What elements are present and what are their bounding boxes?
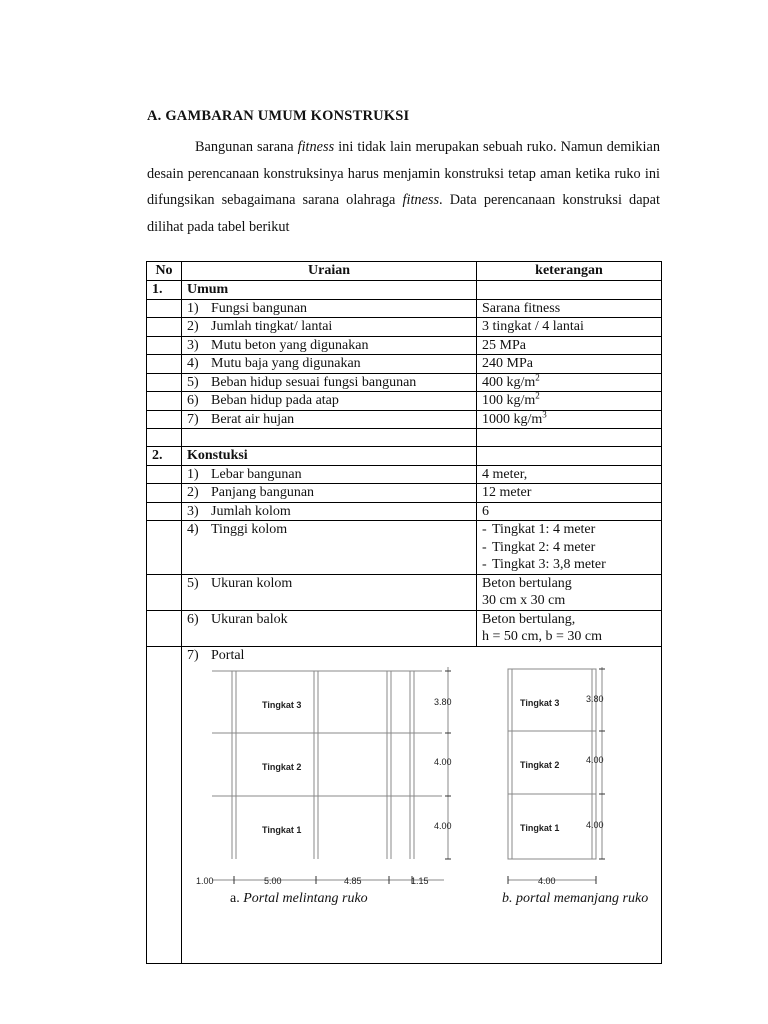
caption-memanjang: b. portal memanjang ruko <box>502 890 649 906</box>
portal-figure-cell: 7) Portal Tingkat 3 Tingkat 2 Tingkat 1 3.80 4.00 4.00 1.00 5.00 4.85 1.15 Tingkat 3 Tingkat 2 Tingkat 1 3.80 4.00 4.00 4.00 a. Portal melintang ruko b. portal memanjang ruko <box>182 646 662 963</box>
melintang-span-3: 4.85 <box>344 875 362 886</box>
item-number: 6) <box>187 393 199 408</box>
tinggi-kolom-label: Tinggi kolom <box>211 522 288 537</box>
item-value: 240 MPa <box>482 356 533 371</box>
item-number: 1) <box>187 466 199 482</box>
item-number: 7) <box>187 411 199 427</box>
table-row <box>147 336 662 355</box>
table-row: 6) Ukuran balok Beton bertulang, h = 50 cm, b = 30 cm <box>147 610 662 646</box>
item-value: 25 MPa <box>482 337 526 353</box>
spacer-row <box>147 429 662 447</box>
item-value: 12 meter <box>482 485 532 500</box>
item-value: 3 tingkat / 4 lantai <box>482 319 584 334</box>
section-heading: A. GAMBARAN UMUM KONSTRUKSI <box>147 108 410 124</box>
item-number: 5) <box>187 374 199 390</box>
para-fitness-2: fitness <box>402 192 440 208</box>
memanjang-height-3: 3.80 <box>586 693 604 704</box>
memanjang-level-3: Tingkat 3 <box>520 697 560 708</box>
item-label: Mutu baja yang digunakan <box>211 356 361 371</box>
melintang-span-2: 5.00 <box>264 875 282 886</box>
section-2-items <box>147 465 662 521</box>
unit-superscript: 2 <box>535 390 540 401</box>
portal-row <box>147 646 662 963</box>
item-label: Beban hidup sesuai fungsi bangunan <box>211 374 417 390</box>
item-number: 4) <box>187 356 199 371</box>
item-label: Beban hidup pada atap <box>211 393 339 408</box>
item-number: 1) <box>187 300 199 316</box>
section-1-items <box>147 299 662 429</box>
section-2-row <box>147 447 662 466</box>
header-keterangan: keterangan <box>477 262 662 281</box>
section-1-no: 1. <box>147 281 182 300</box>
memanjang-level-1: Tingkat 1 <box>520 822 560 833</box>
table-header-row <box>147 262 662 281</box>
item-label: Jumlah kolom <box>211 503 291 519</box>
melintang-height-2: 4.00 <box>434 756 452 767</box>
table-row <box>147 318 662 337</box>
caption-melintang: a. Portal melintang ruko <box>230 890 368 906</box>
melintang-height-1: 4.00 <box>434 820 452 831</box>
ukuran-kolom-values: Beton bertulang 30 cm x 30 cm <box>477 574 662 610</box>
melintang-span-4: 1.15 <box>411 875 429 886</box>
item-label: Lebar bangunan <box>211 466 302 482</box>
section-1-title: Umum <box>182 281 477 300</box>
para-text-3: . Data perencanaan konstruksi dapat dilihat pada tabel berikut <box>147 192 661 235</box>
ukuran-balok-values: Beton bertulang, h = 50 cm, b = 30 cm <box>477 610 662 646</box>
portal-drawings <box>182 647 661 963</box>
melintang-level-1: Tingkat 1 <box>262 824 302 835</box>
item-label: Panjang bangunan <box>211 485 315 500</box>
item-value: 4 meter, <box>482 466 528 482</box>
construction-table <box>146 261 662 964</box>
memanjang-height-1: 4.00 <box>586 819 604 830</box>
memanjang-height-2: 4.00 <box>586 754 604 765</box>
table-row <box>147 502 662 521</box>
table-row: 5) Ukuran kolom Beton bertulang 30 cm x 30 cm <box>147 574 662 610</box>
section-2-no: 2. <box>147 447 182 466</box>
ukuran-balok-label: Ukuran balok <box>211 611 288 627</box>
table-row <box>147 484 662 503</box>
header-no: No <box>147 262 182 281</box>
memanjang-span: 4.00 <box>538 875 556 886</box>
section-2-title: Konstuksi <box>182 447 477 466</box>
item-number: 3) <box>187 503 199 519</box>
item-value: 100 kg/m <box>482 393 536 408</box>
table-row <box>147 299 662 318</box>
item-number: 2) <box>187 485 199 500</box>
ukuran-kolom-label: Ukuran kolom <box>211 575 293 591</box>
para-fitness-1: fitness <box>297 139 335 155</box>
table-row <box>147 392 662 411</box>
table-row <box>147 465 662 484</box>
table-row <box>147 373 662 392</box>
header-uraian: Uraian <box>182 262 477 281</box>
table-row: 4) Tinggi kolom - Tingkat 1: 4 meter - Tingkat 2: 4 meter - Tingkat 3: 3,8 meter <box>147 521 662 575</box>
melintang-height-3: 3.80 <box>434 696 452 707</box>
item-label: Fungsi bangunan <box>211 300 308 316</box>
item-value: 400 kg/m <box>482 374 536 390</box>
item-label: Berat air hujan <box>211 411 295 427</box>
item-label: Jumlah tingkat/ lantai <box>211 319 333 334</box>
melintang-level-3: Tingkat 3 <box>262 699 302 710</box>
para-text-2: ini tidak lain merupakan sebuah ruko. Namun demikian desain perencanaan konstruksinya harus menjamin konstruksi tetap aman ketika ruko ini difungsikan sebagaimana sarana olahraga <box>147 139 660 208</box>
item-number: 3) <box>187 337 199 353</box>
item-value: Sarana fitness <box>482 300 561 316</box>
item-number: 2) <box>187 319 199 334</box>
memanjang-level-2: Tingkat 2 <box>520 759 560 770</box>
table-row <box>147 355 662 374</box>
melintang-span-1: 1.00 <box>196 875 214 886</box>
table-row <box>147 410 662 429</box>
portal-label: Portal <box>211 647 245 663</box>
item-value: 1000 kg/m <box>482 411 543 427</box>
item-value: 6 <box>482 503 489 519</box>
tinggi-kolom-values: - Tingkat 1: 4 meter - Tingkat 2: 4 meter - Tingkat 3: 3,8 meter <box>477 521 662 575</box>
section-1-row <box>147 281 662 300</box>
unit-superscript: 2 <box>535 371 540 382</box>
para-text-1: Bangunan sarana <box>195 139 298 155</box>
unit-superscript: 3 <box>542 408 547 419</box>
intro-paragraph <box>147 134 660 240</box>
melintang-level-2: Tingkat 2 <box>262 761 302 772</box>
item-label: Mutu beton yang digunakan <box>211 337 369 353</box>
